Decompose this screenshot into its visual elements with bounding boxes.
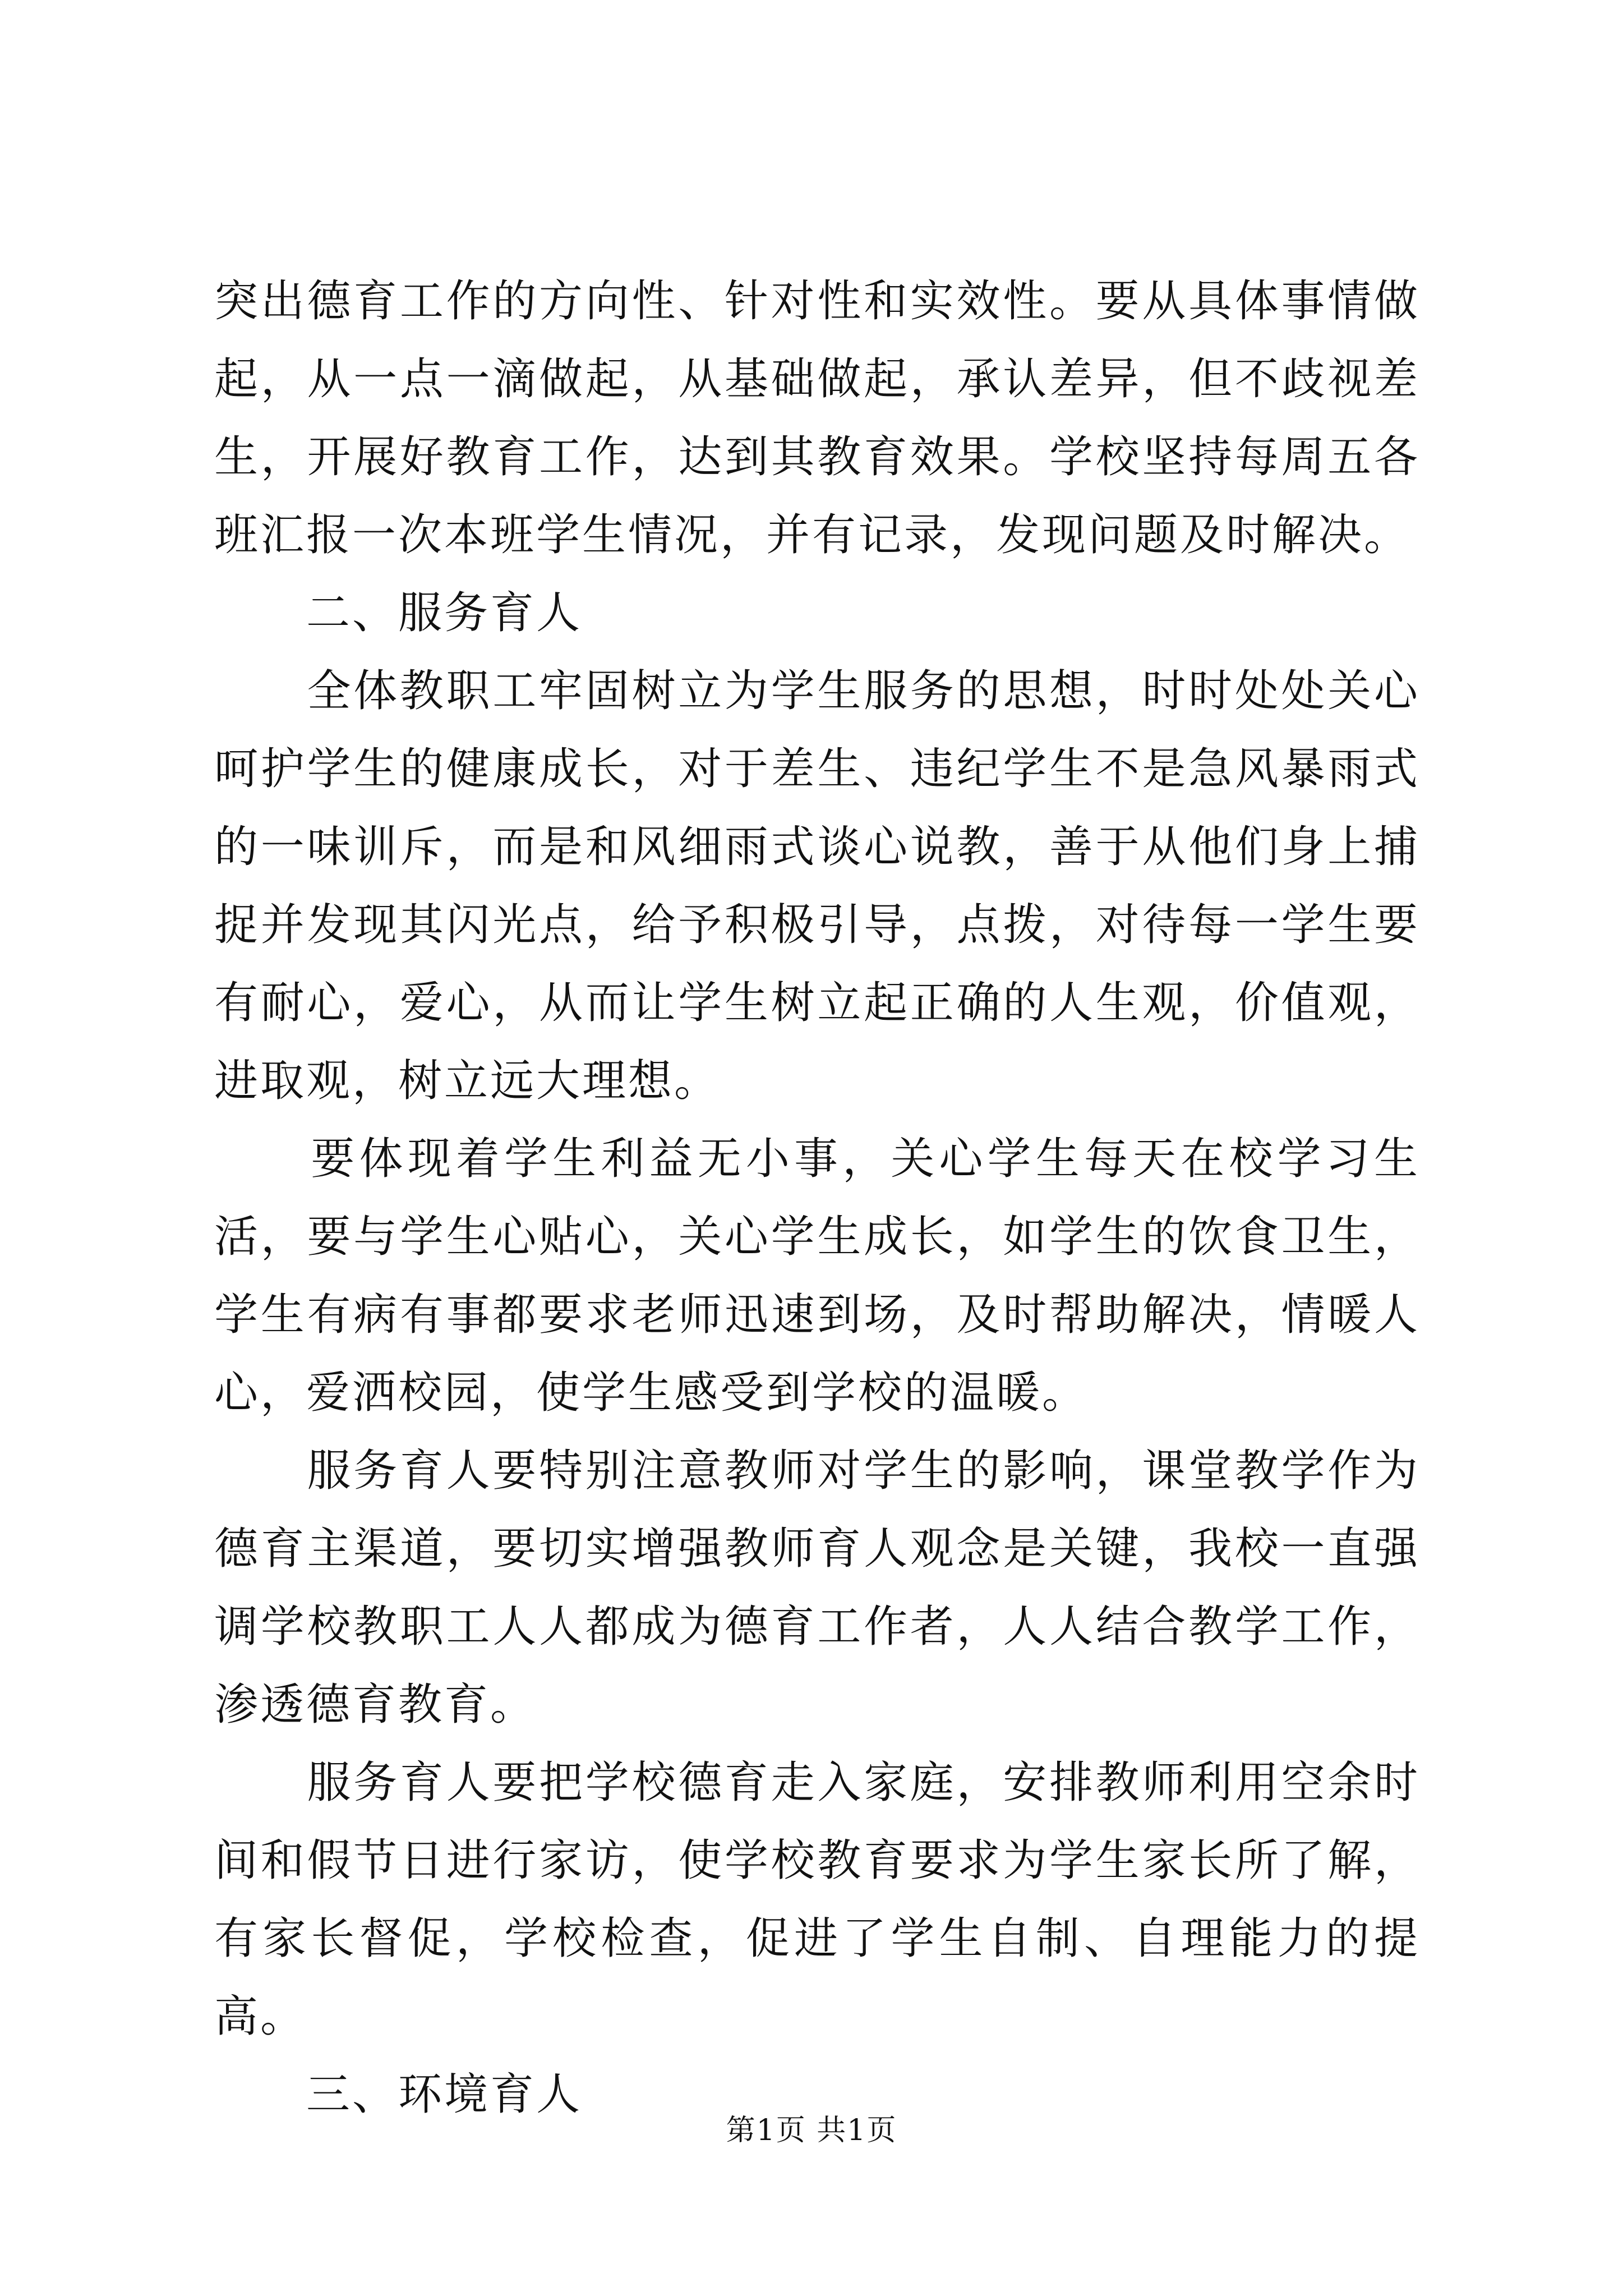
document-body	[214, 263, 1420, 2134]
page-footer: 第1页 共1页	[726, 2114, 897, 2147]
paragraph-teacher-influence: 服务育人要特别注意教师对学生的影响，课堂教学作为德育主渠道，要切实增强教师育人观念是关键，我校一直强调学校教职工人人都成为德育工作者，人人结合教学工作，渗透德育教育。	[214, 1446, 1420, 1730]
paragraph-service-mindset: 全体教职工牢固树立为学生服务的思想，时时处处关心呵护学生的健康成长，对于差生、违纪学生不是急风暴雨式的一味训斥，而是和风细雨式谈心说教，善于从他们身上捕捉并发现其闪光点，给予积极引导，点拨，对待每一学生要有耐心，爱心，从而让学生树立起正确的人生观，价值观，进取观，树立远大理想。	[214, 666, 1420, 1106]
section-heading-environment: 三、环境育人	[214, 2069, 583, 2120]
paragraph-continuation: 突出德育工作的方向性、针对性和实效性。要从具体事情做起，从一点一滴做起，从基础做起，承认差异，但不歧视差生，开展好教育工作，达到其教育效果。学校坚持每周五各班汇报一次本班学生情况，并有记录，发现问题及时解决。	[214, 276, 1420, 560]
paragraph-student-care: 要体现着学生利益无小事，关心学生每天在校学习生活，要与学生心贴心，关心学生成长，如学生的饮食卫生，学生有病有事都要求老师迅速到场，及时帮助解决，情暖人心，爱洒校园，使学生感受到学校的温暖。	[214, 1134, 1420, 1418]
paragraph-home-visits: 服务育人要把学校德育走入家庭，安排教师利用空余时间和假节日进行家访，使学校教育要求为学生家长所了解，有家长督促，学校检查，促进了学生自制、自理能力的提高。	[214, 1757, 1420, 2042]
section-heading-service: 二、服务育人	[214, 588, 583, 638]
